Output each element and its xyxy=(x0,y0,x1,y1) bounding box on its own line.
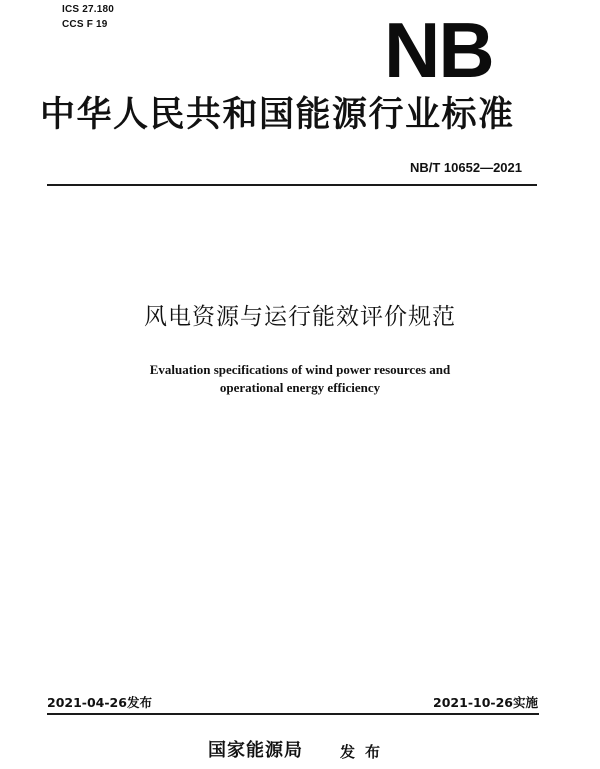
ccs-code: CCS F 19 xyxy=(62,19,108,30)
document-title-english-line-2: operational energy efficiency xyxy=(219,380,381,395)
nb-logo: NB xyxy=(384,6,493,94)
ics-code: ICS 27.180 xyxy=(62,4,115,15)
publisher-name: 国家能源局 xyxy=(208,740,303,761)
document-title-english-line-1: Evaluation specifications of wind power resources and xyxy=(149,362,451,377)
top-divider xyxy=(47,184,537,186)
standard-number: NB/T 10652—2021 xyxy=(409,160,522,175)
document-title-chinese: 风电资源与运行能效评价规范 xyxy=(144,304,456,330)
issue-date: 2021-04-26发布 xyxy=(47,695,152,710)
implementation-date: 2021-10-26实施 xyxy=(433,695,538,710)
industry-standard-title: 中华人民共和国能源行业标准 xyxy=(40,95,515,135)
publish-label: 发布 xyxy=(340,743,391,761)
bottom-divider xyxy=(47,713,539,715)
